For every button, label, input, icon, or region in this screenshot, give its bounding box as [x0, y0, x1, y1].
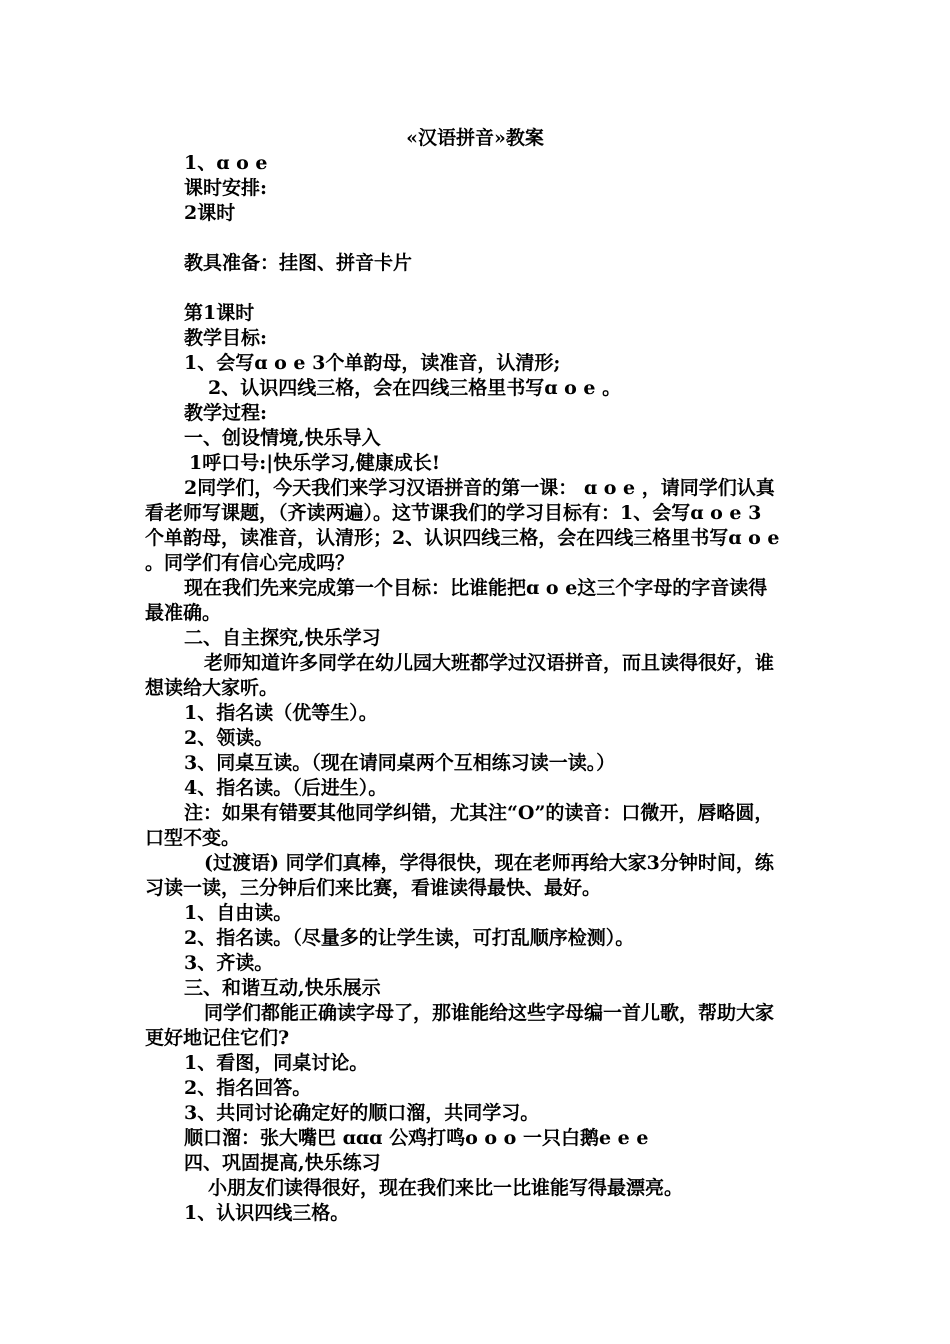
text-line: 最准确。 [145, 602, 222, 624]
text-line: 习读一读，三分钟后们来比赛，看谁读得最快、最好。 [145, 877, 602, 899]
section-heading: 二、自主探究,快乐学习 [184, 627, 381, 649]
doc-title: «汉语拼音»教案 [406, 127, 544, 149]
text-line: 现在我们先来完成第一个目标：比谁能把ɑ o e这三个字母的字音读得 [184, 577, 768, 599]
text-line: 2、领读。 [184, 727, 274, 749]
text-line: 2、指名读。（尽量多的让学生读，可打乱顺序检测）。 [184, 927, 635, 949]
text-line: 1、看图，同桌讨论。 [184, 1052, 369, 1074]
text-line: 教具准备：挂图、拼音卡片 [184, 252, 413, 274]
text-line: 2课时 [184, 202, 236, 224]
text-line: 教学过程: [184, 402, 268, 424]
text-line: 3、齐读。 [184, 952, 274, 974]
text-line: 教学目标: [184, 327, 268, 349]
text-line: 同学们都能正确读字母了，那谁能给这些字母编一首儿歌，帮助大家 [204, 1002, 775, 1024]
text-line: 个单韵母，读准音，认清形；2、认识四线三格，会在四线三格里书写ɑ o e [145, 527, 780, 549]
text-line: 1、指名读（优等生）。 [184, 702, 378, 724]
text-line: 2、认识四线三格，会在四线三格里书写ɑ o e 。 [208, 377, 622, 399]
text-line: 老师知道许多同学在幼儿园大班都学过汉语拼音，而且读得很好，谁 [204, 652, 775, 674]
section-heading: 三、和谐互动,快乐展示 [184, 977, 381, 999]
text-line: 更好地记住它们? [145, 1027, 290, 1049]
text-line: 1、认识四线三格。 [184, 1202, 350, 1224]
text-line: 小朋友们读得很好，现在我们来比一比谁能写得最漂亮。 [208, 1177, 684, 1199]
text-line: 想读给大家听。 [145, 677, 279, 699]
section-heading: 一、创设情境,快乐导入 [184, 427, 381, 449]
lesson-heading: 1、ɑ o e [184, 152, 268, 174]
text-line: (过渡语) 同学们真棒，学得很快，现在老师再给大家3分钟时间，练 [204, 852, 774, 874]
text-line: 1、会写ɑ o e 3个单韵母，读准音，认清形; [184, 352, 561, 374]
text-line: 1呼口号:|快乐学习,健康成长! [189, 452, 441, 474]
text-line: 课时安排: [184, 177, 268, 199]
text-line: 第1课时 [184, 302, 255, 324]
text-line: 3、共同讨论确定好的顺口溜，共同学习。 [184, 1102, 540, 1124]
text-line: 3、同桌互读。（现在请同桌两个互相练习读一读。） [184, 752, 616, 774]
text-line: 口型不变。 [145, 827, 241, 849]
text-line: 注：如果有错要其他同学纠错，尤其注“O”的读音：口微开，唇略圆， [184, 802, 774, 824]
text-line: 看老师写课题，（齐读两遍）。这节课我们的学习目标有：1、会写ɑ o e 3 [145, 502, 762, 524]
text-line: 顺口溜：张大嘴巴 ɑɑɑ 公鸡打鸣o o o 一只白鹅e e e [184, 1127, 649, 1149]
text-line: 1、自由读。 [184, 902, 293, 924]
text-line: 2同学们，今天我们来学习汉语拼音的第一课： ɑ o e ，请同学们认真 [184, 477, 775, 499]
text-line: 。同学们有信心完成吗？ [145, 552, 355, 574]
text-line: 4、指名读。（后进生）。 [184, 777, 388, 799]
section-heading: 四、巩固提高,快乐练习 [184, 1152, 381, 1174]
text-line: 2、指名回答。 [184, 1077, 312, 1099]
